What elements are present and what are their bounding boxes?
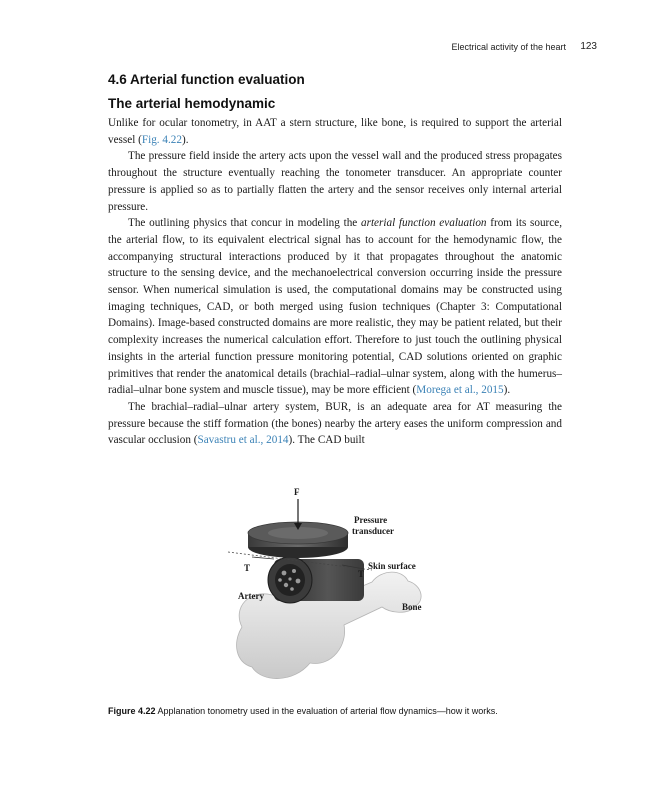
running-title: Electrical activity of the heart [451, 42, 566, 52]
section-heading: 4.6 Arterial function evaluation [108, 72, 305, 87]
paragraph-2: The pressure field inside the artery acts upon the vessel wall and the produced stress propagates throughout the structure eventually reaching the tonometer transducer. An appropriate counter pressure is applied so as to partially flatten the artery and the sensor receives only internal arterial pressure. [108, 150, 562, 213]
paragraph-4: The brachial–radial–ulnar artery system, BUR, is an adequate area for AT measuring the pressure because the stiff formation (the bones) nearby the artery eases the uniform compression and vascular occlusion (Savastru et al., 2014). The CAD built [108, 400, 562, 447]
artery-label: Artery [238, 591, 264, 601]
paragraph-3: The outlining physics that concur in modeling the arterial function evaluation from its source, the arterial flow, to its equivalent electrical signal has to account for the hemodynamic flow, the accompanying structural interactions produced by it that propagates throughout the anatomic structure to the sensing device, and the mechanoelectrical conversion occurring inside the pressure sensor. When numerical simulation is used, the computational domains may be constructed using imaging techniques, CAD, or both merged using fusion techniques (Chapter 3: Computational Domains). Image-based constructed domains are more realistic, they may be patient related, but their complexity increases the numerical calculation effort. Therefore to just touch the outlining physical insights in the arterial function pressure monitoring potential, CAD solutions oriented on graphic primitives that render the anatomical details (brachial–radial–ulnar system, along with the humerus–radial–ulnar bone system and muscle tissue), may be more efficient (Morega et al., 2015). [108, 217, 563, 397]
figure-reference-link[interactable]: Fig. 4.22 [141, 133, 182, 146]
pressure-label: Pressure [354, 515, 388, 525]
figure-applanation-tonometry [222, 477, 446, 697]
citation-link[interactable]: Savastru et al., 2014 [197, 434, 289, 447]
paragraph-1: Unlike for ocular tonometry, in AAT a stern structure, like bone, is required to support the arterial vessel (Fig. 4.22). [108, 117, 562, 146]
emphasized-term: arterial function evaluation [361, 217, 487, 230]
caption-label: Figure 4.22 [108, 706, 156, 716]
citation-link[interactable]: Morega et al., 2015 [416, 384, 504, 397]
tension-left-label: T [244, 563, 251, 573]
force-label: F [294, 487, 300, 497]
bone-label: Bone [402, 602, 422, 612]
tension-right-label: T [358, 569, 365, 579]
subsection-heading: The arterial hemodynamic [108, 96, 276, 111]
skin-surface-label: Skin surface [368, 561, 416, 571]
caption-text: Applanation tonometry used in the evaluation of arterial flow dynamics—how it works. [155, 706, 498, 716]
body-text [108, 115, 562, 449]
page-number: 123 [580, 41, 597, 52]
page-header [0, 40, 648, 56]
figure-illustration [222, 477, 446, 697]
transducer-label: transducer [352, 526, 394, 536]
figure-caption [108, 706, 568, 716]
